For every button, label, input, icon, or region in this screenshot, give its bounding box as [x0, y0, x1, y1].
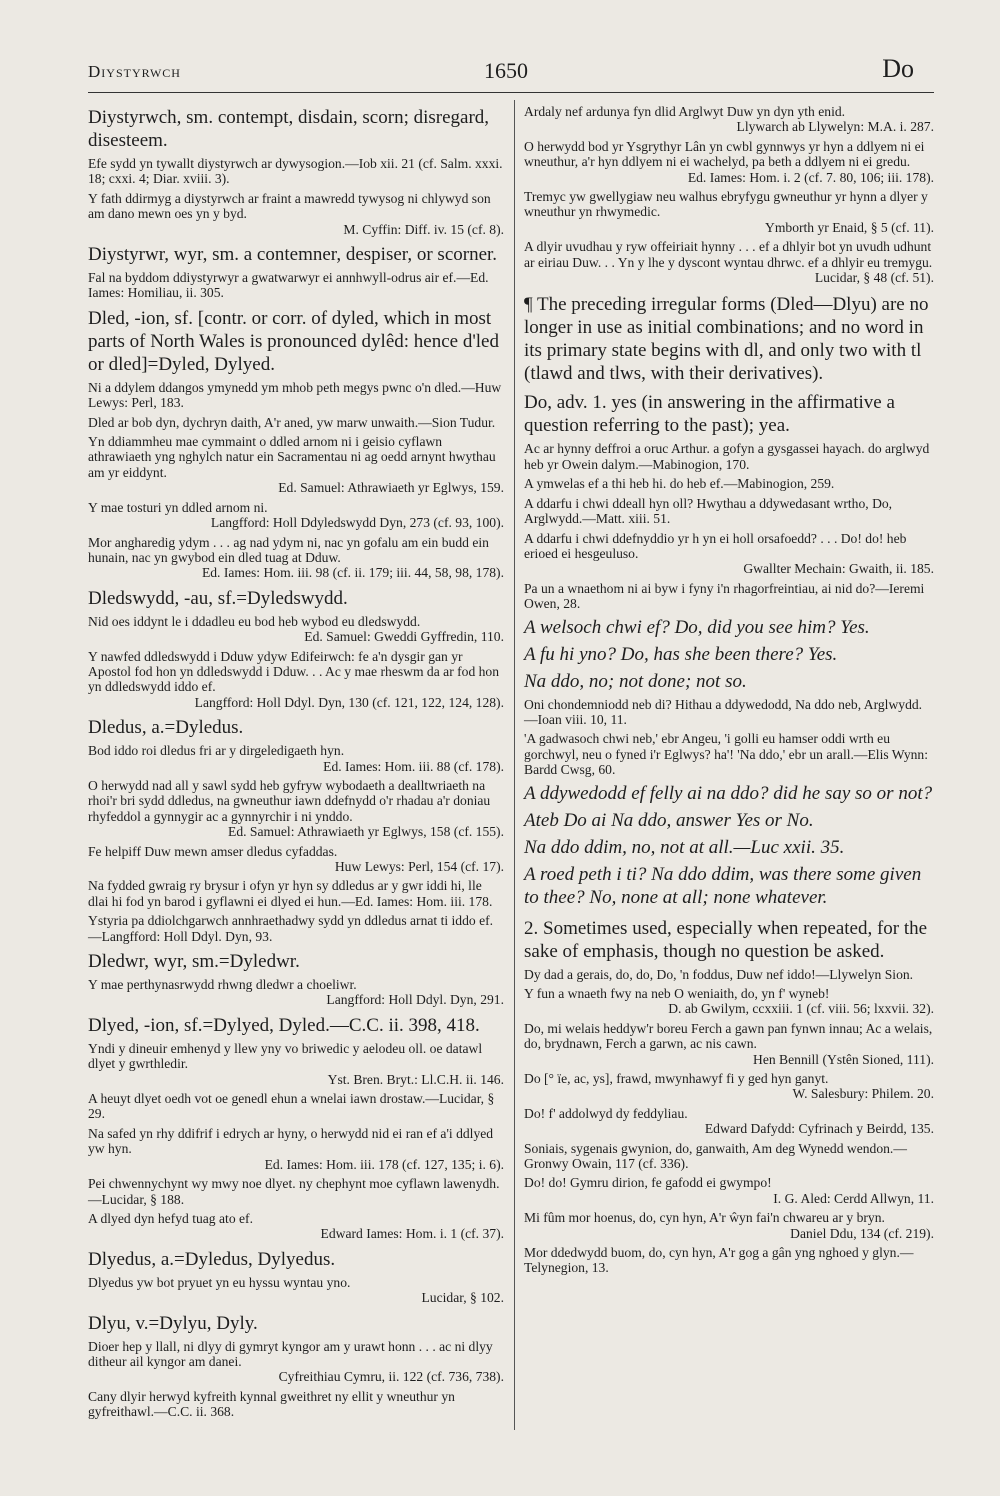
citation-source: Lucidar, § 48 (cf. 51). — [814, 270, 934, 286]
usage-example: A ddywedodd ef felly ai na ddo? did he say so or not? — [524, 782, 933, 804]
right-column — [524, 100, 934, 1276]
running-header — [88, 56, 932, 90]
citation-quote: Dlyedus yw bot pryuet yn eu hyssu wyntau yno. — [88, 1274, 351, 1290]
citation-quote: Nid oes iddynt le i ddadleu eu bod heb wybod eu dledswydd. — [88, 613, 421, 629]
citation-quote: Ardaly nef ardunya fyn dlid Arglwyt Duw yn dyn yth enid. — [524, 104, 846, 119]
citation-quote: A ddarfu i chwi ddeall hyn oll? Hwythau a ddywedasant wrtho, Do, Arglwydd.—Matt. xiii. 51. — [524, 495, 893, 527]
citation-quote: Yn ddiammheu mae cymmaint o ddled arnom ni i geisio cyflawn athrawiaeth yng nghylch natur ein Sacramentau ni ag oedd arnynt hwythau am yr eiddynt. — [88, 434, 496, 480]
usage-example: A roed peth i ti? Na ddo ddim, was there some given to thee? No, none at all; none whatever. — [524, 863, 922, 908]
usage-example: Na ddo ddim, no, not at all.—Luc xxii. 35. — [524, 836, 845, 858]
usage-example: Na ddo, no; not done; not so. — [524, 670, 747, 692]
citation-source: Ed. Iames: Hom. i. 2 (cf. 7. 80, 106; iii. 178). — [687, 169, 934, 185]
citation-quote: A ymwelas ef a thi heb hi. do heb ef.—Mabinogion, 259. — [524, 476, 835, 492]
citation-quote: Oni chondemniodd neb di? Hithau a ddywedodd, Na ddo neb, Arglwydd.—Ioan viii. 10, 11. — [524, 696, 923, 727]
usage-example: Ateb Do ai Na ddo, answer Yes or No. — [524, 809, 814, 831]
sense-paragraph: ¶ The preceding irregular forms (Dled—Dlyu) are no longer in use as initial combinations; and no word in its primary state begins with dl, and only two with tl (tlawd and tlws, with their derivatives). — [524, 294, 929, 385]
citation-quote: Y nawfed ddledswydd i Dduw ydyw Edifeirwch: fe a'n dysgir gan yr Apostol fod hon yn ddledswydd i Dduw. . . Ac y mae rheswm da ar fod hon yn ddledswydd iddo ef. — [88, 648, 500, 695]
citation-source: Edward Iames: Hom. i. 1 (cf. 37). — [320, 1226, 504, 1242]
citation-source: Ed. Iames: Hom. iii. 98 (cf. ii. 179; iii. 44, 58, 98, 178). — [201, 565, 504, 581]
citation-quote: Mor ddedwydd buom, do, cyn hyn, A'r gog a gân yng nghoed y glyn.—Telynegion, 13. — [524, 1245, 914, 1276]
citation-source: Langfford: Holl Ddyledswydd Dyn, 273 (cf. 93, 100). — [210, 515, 504, 531]
citation-source: Gwallter Mechain: Gwaith, ii. 185. — [743, 561, 934, 577]
citation-source: D. ab Gwilym, ccxxiii. 1 (cf. viii. 56; lxxvii. 32). — [668, 1001, 934, 1017]
dictionary-entry: Dlyedus, a.=Dyledus, Dylyedus. — [88, 1248, 336, 1270]
dictionary-entry: Diystyrwch, sm. contempt, disdain, scorn; disregard, disesteem. — [88, 107, 490, 151]
citation-quote: Fe helpiff Duw mewn amser dledus cyfaddas. — [88, 843, 338, 859]
citation-source: Ed. Iames: Hom. iii. 178 (cf. 127, 135; i. 6). — [264, 1156, 504, 1172]
citation-quote: Na safed yn rhy ddifrif i edrych ar hyny, o herwydd nid ei ran ef a'i ddlyed yw hyn. — [88, 1125, 494, 1157]
right-running-head: Do — [882, 54, 914, 83]
citation-source: I. G. Aled: Cerdd Allwyn, 11. — [773, 1190, 934, 1206]
citation-quote: 'A gadwasoch chwi neb,' ebr Angeu, 'i golli eu hamser oddi wrth eu gorchwyl, neu o fyned i'r Eglwys? ha'! 'Na ddo,' ebr un arall.—Elis Wynn: Bardd Cwsg, 60. — [524, 731, 928, 778]
citation-quote: Do [° ïe, ac, ys], frawd, mwynhawyf fi y ged hyn ganyt. — [524, 1071, 829, 1086]
citation-source: Yst. Bren. Bryt.: Ll.C.H. ii. 146. — [327, 1071, 504, 1087]
sense-paragraph: 2. Sometimes used, especially when repeated, for the sake of emphasis, though no question be asked. — [524, 917, 928, 962]
citation-quote: A heuyt dlyet oedh vot oe genedl ehun a wnelai iawn drostaw.—Lucidar, § 29. — [88, 1091, 495, 1122]
citation-source: Ed. Samuel: Gweddi Gyffredin, 110. — [304, 629, 504, 645]
citation-quote: Fal na byddom ddiystyrwyr a gwatwarwyr ei annhwyll-odrus air ef.—Ed. Iames: Homiliau, ii. 305. — [88, 270, 489, 301]
usage-example: A fu hi yno? Do, has she been there? Yes. — [524, 643, 838, 665]
citation-quote: Mor angharedig ydym . . . ag nad ydym ni, nac yn gofalu am ein budd ein hunain, nac yn gwybod ein dled tuag at Dduw. — [88, 534, 489, 565]
citation-quote: Do, mi welais heddyw'r boreu Ferch a gawn pan fynwn innau; Ac a welais, do, brydnawn, Ferch a garwn, ac nis cawn. — [524, 1020, 933, 1052]
left-column — [88, 100, 504, 1420]
citation-source: Edward Dafydd: Cyfrinach y Beirdd, 135. — [704, 1121, 934, 1137]
citation-quote: Efe sydd yn tywallt diystyrwch ar dywysogion.—Iob xii. 21 (cf. Salm. xxxi. 18; cxxi. 4; Diar. xviii. 3). — [88, 156, 503, 187]
header-rule — [88, 92, 934, 93]
citation-quote: Y fun a wnaeth fwy na neb O weniaith, do, yn f' wyneb! — [524, 985, 830, 1001]
dictionary-entry: Dlyed, -ion, sf.=Dylyed, Dyled.—C.C. ii. 398, 418. — [88, 1014, 480, 1036]
citation-source: Llywarch ab Llywelyn: M.A. i. 287. — [736, 119, 934, 135]
citation-quote: Dioer hep y llall, ni dlyy di gymryt kyngor am y urawt honn . . . ac ni dlyy ditheur ail kyngor am danei. — [88, 1338, 493, 1369]
citation-quote: Yndi y dineuir emhenyd y llew yny vo briwedic y aelodeu oll. oe datawl dlyet y gwrthledir. — [88, 1040, 483, 1072]
citation-source: W. Salesbury: Philem. 20. — [792, 1086, 934, 1102]
citation-source: Langfford: Holl Ddyl. Dyn, 291. — [326, 992, 504, 1008]
citation-quote: Y fath ddirmyg a diystyrwch ar fraint a mawredd tywysog ni chlywyd son am dano mewn oes yn y byd. — [88, 190, 491, 222]
dictionary-entry: Dledswydd, -au, sf.=Dyledswydd. — [88, 587, 348, 609]
citation-quote: Pei chwennychynt wy mwy noe dlyet. ny chephynt moe cyflawn lawenydh.—Lucidar, § 188. — [88, 1176, 500, 1207]
page-number: 1650 — [484, 58, 528, 83]
dictionary-entry: Dledus, a.=Dyledus. — [88, 717, 244, 739]
dictionary-entry: Dled, -ion, sf. [contr. or corr. of dyled, which in most parts of North Wales is pronounced dylêd: hence d'led or dled]=Dyled, Dylyed. — [88, 307, 499, 375]
citation-quote: Tremyc yw gwellygiaw neu walhus ebryfygu gwneuthur yr hynn a dlyer y wneuthur yn rhwymedic. — [524, 189, 928, 220]
citation-quote: Do! do! Gymru dirion, fe gafodd ei gwympo! — [524, 1175, 772, 1191]
dictionary-entry: Do, adv. 1. yes (in answering in the affirmative a question referring to the past); yea. — [524, 392, 895, 437]
column-divider — [514, 100, 515, 1430]
citation-quote: A ddarfu i chwi ddefnyddio yr h yn ei holl orsafoedd? . . . Do! do! heb erioed ei hesgeuluso. — [524, 530, 907, 561]
citation-source: Lucidar, § 102. — [421, 1290, 504, 1306]
citation-source: Ed. Samuel: Athrawiaeth yr Eglwys, 158 (cf. 155). — [228, 824, 504, 840]
dictionary-entry: Dledwr, wyr, sm.=Dyledwr. — [88, 951, 300, 973]
dictionary-entry: Dlyu, v.=Dylyu, Dyly. — [88, 1312, 258, 1334]
citation-quote: O herwydd nad all y sawl sydd heb gyfryw wybodaeth a dealltwriaeth na rhoi'r bri sydd ddledus, na gwneuthur iawn ddefnydd o'r rhadau a'r doniau rhyfeddol a gynnygir ac a gynnyrchir i ni ynddo. — [88, 777, 491, 824]
citation-quote: Y mae perthynasrwydd rhwng dledwr a choeliwr. — [88, 977, 357, 993]
citation-quote: Bod iddo roi dledus fri ar y dirgeledigaeth hyn. — [88, 743, 345, 759]
citation-quote: Do! f' addolwyd dy feddyliau. — [524, 1105, 688, 1121]
citation-source: Huw Lewys: Perl, 154 (cf. 17). — [334, 859, 504, 874]
citation-source: M. Cyffin: Diff. iv. 15 (cf. 8). — [343, 221, 504, 237]
citation-quote: Y mae tosturi yn ddled arnom ni. — [88, 499, 268, 515]
citation-source: Langfford: Holl Ddyl. Dyn, 130 (cf. 121, 122, 124, 128). — [194, 694, 504, 710]
citation-quote: A dlyir uvudhau y ryw offeiriait hynny . . . ef a dhlyir bot yn uvudh udhunt ar eiriau Duw. . . Yn y lhe y dyscont wyntau dhrwc. ef a dhlyir eu tremygu. — [524, 239, 933, 270]
citation-source: Ed. Samuel: Athrawiaeth yr Eglwys, 159. — [278, 480, 504, 496]
citation-quote: A dlyed dyn hefyd tuag ato ef. — [88, 1210, 253, 1226]
citation-quote: O herwydd bod yr Ysgrythyr Lân yn cwbl gynnwys yr hyn a ddlyem ni ei wneuthur, a'r hyn ddlyem ni ei wachelyd, pa beth a ddlyem ni ei gredu. — [524, 138, 925, 170]
citation-quote: Mi fûm mor hoenus, do, cyn hyn, A'r ŵyn fai'n chwareu ar y bryn. — [524, 1210, 885, 1226]
dictionary-entry: Diystyrwr, wyr, sm. a contemner, despiser, or scorner. — [88, 244, 498, 266]
citation-quote: Ystyria pa ddiolchgarwch annhraethadwy sydd yn ddledus arnat ti iddo ef.—Langfford: Holl Ddyl. Dyn, 93. — [88, 913, 494, 944]
usage-example: A welsoch chwi ef? Do, did you see him? Yes. — [524, 616, 870, 638]
citation-quote: Dy dad a gerais, do, do, Do, 'n foddus, Duw nef iddo!—Llywelyn Sion. — [524, 966, 914, 982]
citation-source: Ed. Iames: Hom. iii. 88 (cf. 178). — [323, 758, 504, 774]
citation-quote: Na fydded gwraig ry brysur i ofyn yr hyn sy ddledus ar y gwr iddi hi, lle dlai hi fod yn barod i gyflawni ei dlyed ei hun.—Ed. Iames: Hom. iii. 178. — [88, 878, 493, 909]
citation-quote: Soniais, sygenais gwynion, do, ganwaith, Am deg Wynedd wendon.—Gronwy Owain, 117 (cf. 336). — [524, 1140, 907, 1172]
citation-source: Daniel Ddu, 134 (cf. 219). — [790, 1225, 934, 1241]
citation-source: Hen Bennill (Ystên Sioned, 111). — [753, 1051, 934, 1067]
citation-source: Cyfreithiau Cymru, ii. 122 (cf. 736, 738). — [278, 1369, 504, 1385]
citation-quote: Dled ar bob dyn, dychryn daith, A'r aned, yw marw unwaith.—Sion Tudur. — [88, 414, 496, 430]
citation-quote: Ac ar hynny deffroi a oruc Arthur. a gofyn a gysgassei hayach. do arglwyd heb yr Owein dalym.—Mabinogion, 170. — [524, 441, 930, 472]
citation-quote: Cany dlyir herwyd kyfreith kynnal gweithret ny ellit y wneuthur yn gyfreithawl.—C.C. ii. 368. — [88, 1388, 455, 1420]
citation-quote: Ni a ddylem ddangos ymynedd ym mhob peth megys pwnc o'n dled.—Huw Lewys: Perl, 183. — [88, 379, 502, 411]
citation-quote: Pa un a wnaethom ni ai byw i fyny i'n rhagorfreintiau, ai nid do?—Ieremi Owen, 28. — [524, 580, 925, 612]
citation-source: Ymborth yr Enaid, § 5 (cf. 11). — [765, 219, 934, 235]
left-running-head: Diystyrwch — [88, 62, 181, 81]
